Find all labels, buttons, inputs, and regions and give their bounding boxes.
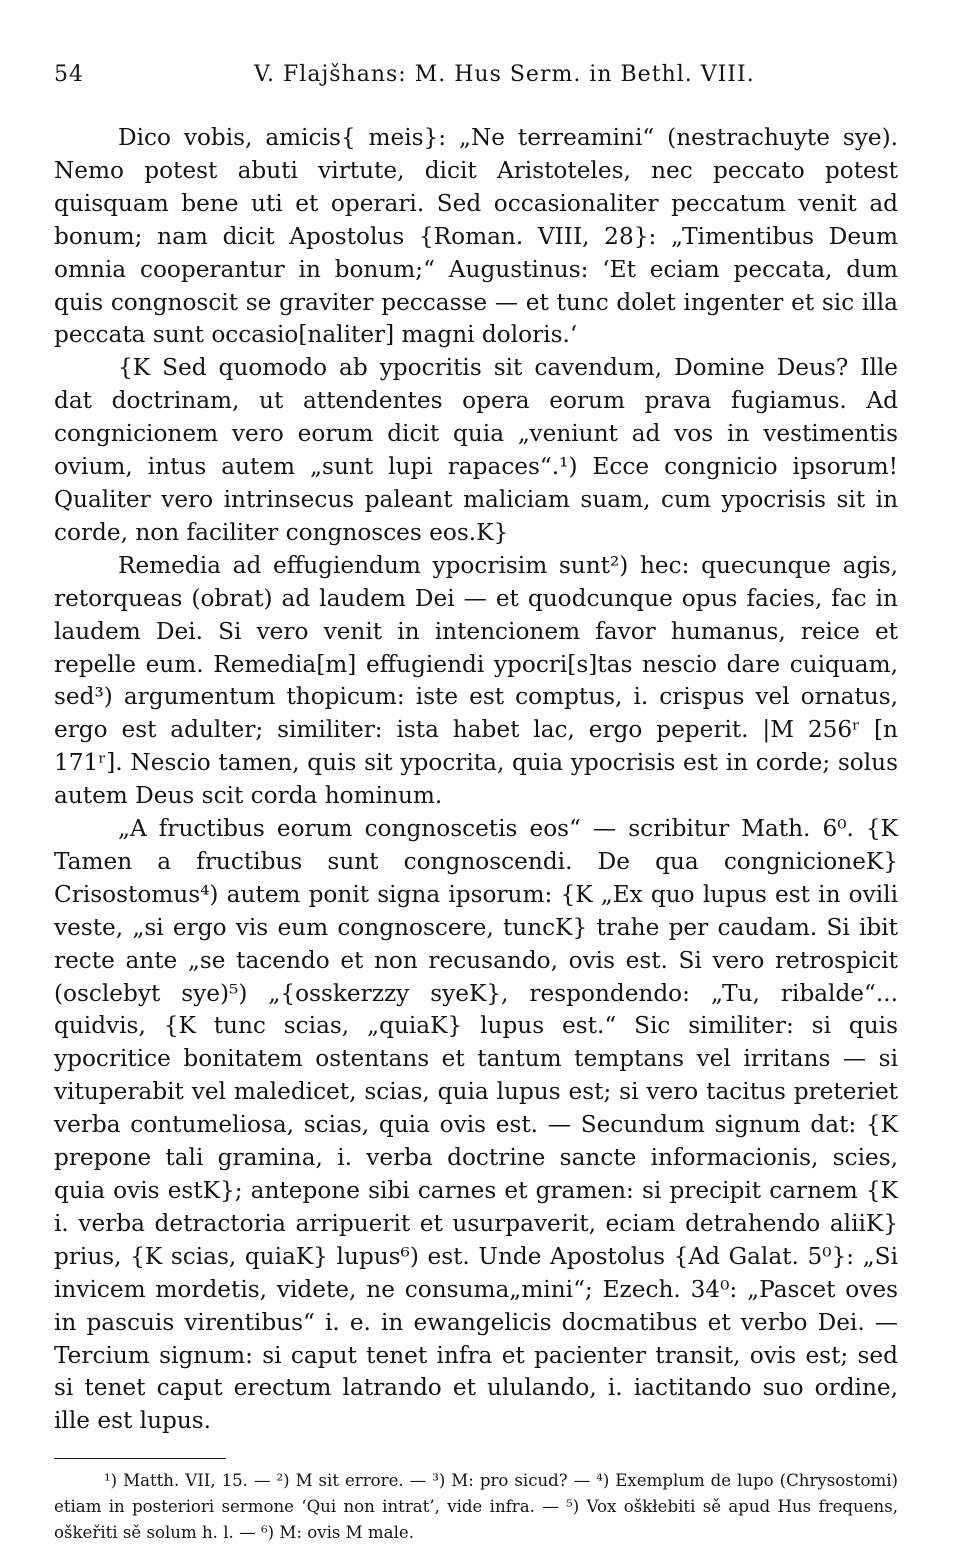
paragraph-1: Dico vobis, amicis{ meis}: „Ne terreamini“ (nestrachuyte sye). Nemo potest abuti virtute, dicit Aristoteles, nec peccato potest quisquam bene uti et operari. Sed occasionaliter peccatum venit ad bonum; nam dicit Apostolus {Roman. VIII, 28}: „Timentibus Deum omnia cooperantur in bonum;“ Augustinus: ‘Et eciam peccata, dum quis congnoscit se graviter peccasse — et tunc dolet ingenter et sic illa peccata sunt occasio[naliter] magni doloris.‘ bbox=[54, 124, 898, 349]
document-page bbox=[54, 62, 898, 1546]
running-header bbox=[54, 62, 898, 96]
page-number: 54 bbox=[54, 62, 84, 87]
paragraph-3: Remedia ad effugiendum ypocrisim sunt²) hec: quecunque agis, retorqueas (obrat) ad laudem Dei — et quodcunque opus facies, fac in laudem Dei. Si vero venit in intencionem favor humanus, reice et repelle eum. Remedia[m] effugiendi ypocri[s]tas nescio dare cuiquam, sed³) argumentum thopicum: iste est comptus, i. crispus vel ornatus, ergo est adulter; similiter: ista habet lac, ergo peperit. |M 256ʳ [n 171ʳ]. Nescio tamen, quis sit ypocrita, quia ypocrisis est in corde; solus autem Deus scit corda hominum. bbox=[54, 551, 898, 810]
footnote-text: ¹) Matth. VII, 15. — ²) M sit errore. — ³) M: pro sicud? — ⁴) Exemplum de lupo (Chrysostomi) etiam in posteriori sermone ‘Qui non intrat’, vide infra. — ⁵) Vox oškłebiti sě apud Hus frequens, oškeřiti sě solum h. l. — ⁶) M: ovis M male. bbox=[54, 1471, 898, 1543]
footnotes bbox=[54, 1468, 898, 1546]
main-text bbox=[54, 122, 898, 1438]
paragraph-2: {K Sed quomodo ab ypocritis sit cavendum, Domine Deus? Ille dat doctrinam, ut attendentes opera eorum prava fugiamus. Ad congnicionem vero eorum dicit quia „veniunt ad vos in vestimentis ovium, intus autem „sunt lupi rapaces“.¹) Ecce congnicio ipsorum! Qualiter vero intrinsecus paleant maliciam suam, cum ypocrisis sit in corde, non faciliter congnosces eos.K} bbox=[54, 354, 898, 546]
paragraph-4: „A fructibus eorum congnoscetis eos“ — scribitur Math. 6⁰. {K Tamen a fructibus sunt congnoscendi. De qua congnicioneK} Crisostomus⁴) autem ponit signa ipsorum: {K „Ex quo lupus est in ovili veste, „si ergo vis eum congnoscere, tuncK} trahe per caudam. Si ibit recte ante „se tacendo et non recusando, ovis est. Si vero retrospicit (osclebyt sye)⁵) „{osskerzzy syeK}, respondendo: „Tu, ribalde“... quidvis, {K tunc scias, „quiaK} lupus est.“ Sic similiter: si quis ypocritice bonitatem ostentans et tantum temptans vel irritans — si vituperabit vel maledicet, scias, quia lupus est; si vero tacitus preteriet verba contumeliosa, scias, quia ovis est. — Secundum signum dat: {K prepone tali gramina, i. verba doctrine sancte informacionis, scies, quia ovis estK}; antepone sibi carnes et gramen: si precipit carnem {K i. verba detractoria arripuerit et usurpaverit, eciam detrahendo aliiK} prius, {K scias, quiaK} lupus⁶) est. Unde Apostolus {Ad Galat. 5⁰}: „Si invicem mordetis, videte, ne consuma„mini“; Ezech. 34⁰: „Pascet oves in pascuis virentibus“ i. e. in ewangelicis docmatibus et verbo Dei. — Tercium signum: si caput tenet infra et pacienter transit, ovis est; sed si tenet caput erectum latrando et ululando, i. iactitando suo ordine, ille est lupus. bbox=[54, 815, 898, 1435]
running-title: V. Flajšhans: M. Hus Serm. in Bethl. VIII. bbox=[254, 62, 755, 87]
footnote-divider bbox=[54, 1458, 226, 1459]
